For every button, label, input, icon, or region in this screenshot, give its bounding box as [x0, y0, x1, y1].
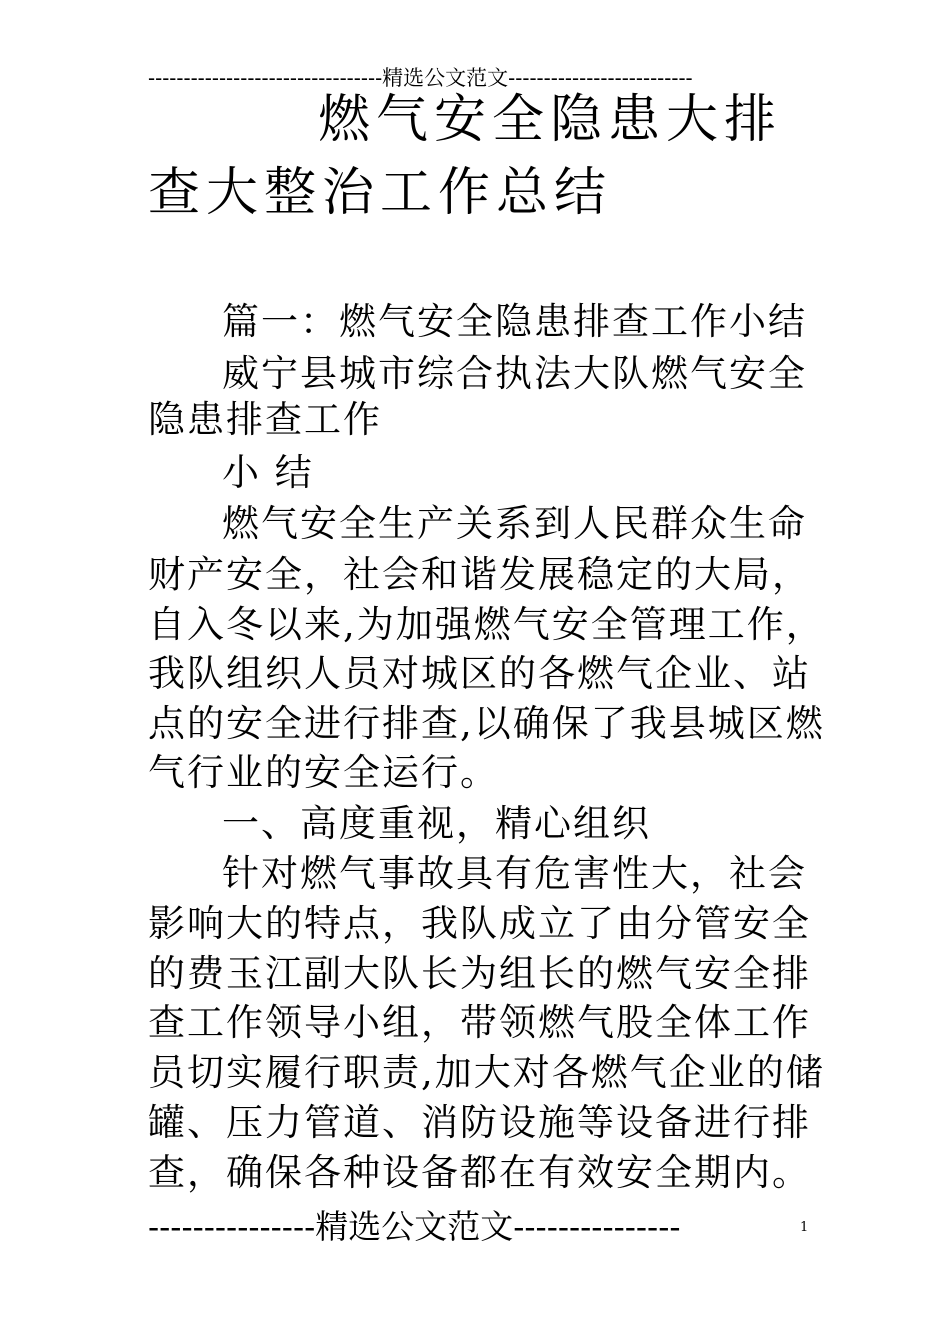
report-subtitle: 威宁县城市综合执法大队燃气安全: [222, 352, 807, 395]
report-subtitle-continued: 隐患排查工作: [148, 398, 382, 441]
subsection-heading: 一、高度重视，精心组织: [222, 802, 651, 845]
paragraph-line: 影响大的特点，我队成立了由分管安全: [148, 902, 811, 945]
paragraph-line: 点的安全进行排查,以确保了我县城区燃: [148, 702, 825, 745]
page-number: 1: [800, 1220, 809, 1235]
paragraph-line: 自入冬以来,为加强燃气安全管理工作，: [148, 603, 825, 646]
paragraph-line: 员切实履行职责,加大对各燃气企业的储: [148, 1051, 825, 1094]
paragraph-line: 我队组织人员对城区的各燃气企业、站: [148, 652, 811, 695]
document-title-line-2: 查大整治工作总结: [148, 163, 613, 223]
page-header: ---------------------------------精选公文范文--------------------------: [148, 66, 693, 90]
paragraph-line: 财产安全，社会和谐发展稳定的大局，: [148, 553, 811, 596]
paragraph-line: 燃气安全生产关系到人民群众生命: [222, 502, 807, 545]
section-heading: 篇一：燃气安全隐患排查工作小结: [222, 300, 807, 343]
paragraph-line: 罐、压力管道、消防设施等设备进行排: [148, 1101, 811, 1144]
paragraph-line: 的费玉江副大队长为组长的燃气安全排: [148, 952, 811, 995]
page-footer: ---------------精选公文范文---------------: [148, 1207, 681, 1246]
paragraph-line: 查，确保各种设备都在有效安全期内。: [148, 1151, 811, 1194]
paragraph-line: 针对燃气事故具有危害性大，社会: [222, 852, 807, 895]
paragraph-line: 查工作领导小组，带领燃气股全体工作: [148, 1001, 811, 1044]
paragraph-line: 气行业的安全运行。: [148, 751, 499, 794]
document-title-line-1: 燃气安全隐患大排: [318, 90, 783, 150]
report-subtitle-summary: 小 结: [222, 451, 314, 494]
